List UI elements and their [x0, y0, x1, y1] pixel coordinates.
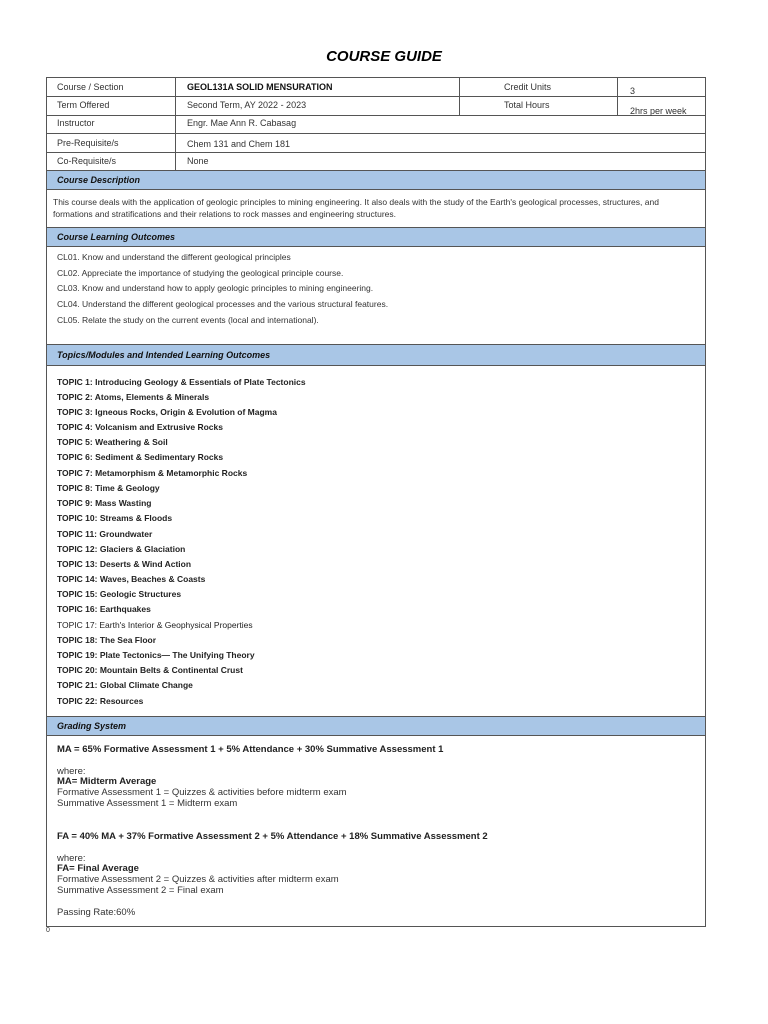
credit-units-value: 3: [630, 86, 636, 96]
course-section-value: GEOL131A SOLID MENSURATION: [187, 82, 333, 92]
corequisite-value: None: [187, 156, 209, 166]
topic-item: TOPIC 1: Introducing Geology & Essentials of Plate Tectonics: [57, 377, 306, 387]
outcome-item: CL02. Appreciate the importance of studying the geological principle course.: [57, 268, 344, 278]
grid-divider: [47, 96, 705, 97]
topic-item: TOPIC 2: Atoms, Elements & Minerals: [57, 392, 210, 402]
prerequisite-value: Chem 131 and Chem 181: [187, 139, 291, 149]
topic-item: TOPIC 13: Deserts & Wind Action: [57, 559, 192, 569]
total-hours-label: Total Hours: [504, 100, 550, 110]
course-description-line: formations and stratifications and their relations to rock masses and engineering structures.: [53, 209, 397, 219]
grid-divider: [47, 115, 705, 116]
outcome-item: CL01. Know and understand the different geological principles: [57, 252, 291, 262]
term-offered-label: Term Offered: [57, 100, 110, 110]
topic-item: TOPIC 14: Waves, Beaches & Coasts: [57, 574, 206, 584]
topics-heading: Topics/Modules and Intended Learning Outcomes: [47, 344, 705, 366]
grading-system-heading: Grading System: [47, 716, 705, 736]
topic-item: TOPIC 19: Plate Tectonics— The Unifying Theory: [57, 650, 255, 660]
midterm-average-definition: MA= Midterm Average: [57, 776, 157, 787]
topic-item: TOPIC 4: Volcanism and Extrusive Rocks: [57, 422, 223, 432]
course-guide-table: [46, 77, 706, 927]
topic-item: TOPIC 17: Earth's Interior & Geophysical Properties: [57, 620, 253, 630]
grid-divider: [459, 78, 460, 116]
grid-divider: [47, 152, 705, 153]
topic-item: TOPIC 5: Weathering & Soil: [57, 437, 168, 447]
learning-outcomes-heading: Course Learning Outcomes: [47, 227, 705, 247]
outcome-item: CL03. Know and understand how to apply geologic principles to mining engineering.: [57, 283, 374, 293]
course-description-line: This course deals with the application of geologic principles to mining engineering. It also deals with the study of the Earth's geological processes, structures, and: [53, 197, 659, 207]
corequisite-label: Co-Requisite/s: [57, 156, 117, 166]
topic-item: TOPIC 3: Igneous Rocks, Origin & Evolution of Magma: [57, 407, 277, 417]
prerequisite-label: Pre-Requisite/s: [57, 138, 119, 148]
course-section-label: Course / Section: [57, 82, 124, 92]
topic-item: TOPIC 20: Mountain Belts & Continental Crust: [57, 665, 243, 675]
summative-assessment-1-definition: Summative Assessment 1 = Midterm exam: [57, 798, 238, 809]
outcome-item: CL05. Relate the study on the current events (local and international).: [57, 315, 319, 325]
final-average-definition: FA= Final Average: [57, 863, 139, 874]
grid-divider: [617, 78, 618, 116]
summative-assessment-2-definition: Summative Assessment 2 = Final exam: [57, 885, 224, 896]
page-title: COURSE GUIDE: [326, 48, 442, 65]
passing-rate: Passing Rate:60%: [57, 907, 136, 918]
instructor-label: Instructor: [57, 118, 95, 128]
where-label: where:: [57, 853, 86, 864]
where-label: where:: [57, 766, 86, 777]
instructor-value: Engr. Mae Ann R. Cabasag: [187, 118, 297, 128]
topic-item: TOPIC 18: The Sea Floor: [57, 635, 157, 645]
grid-divider: [47, 133, 705, 134]
topic-item: TOPIC 11: Groundwater: [57, 529, 153, 539]
topic-item: TOPIC 15: Geologic Structures: [57, 589, 182, 599]
outcome-item: CL04. Understand the different geological processes and the various structural features.: [57, 299, 389, 309]
midterm-average-formula: MA = 65% Formative Assessment 1 + 5% Attendance + 30% Summative Assessment 1: [57, 744, 444, 755]
topic-item: TOPIC 22: Resources: [57, 696, 144, 706]
credit-units-label: Credit Units: [504, 82, 552, 92]
topic-item: TOPIC 21: Global Climate Change: [57, 680, 193, 690]
topic-item: TOPIC 12: Glaciers & Glaciation: [57, 544, 186, 554]
topic-item: TOPIC 9: Mass Wasting: [57, 498, 152, 508]
topic-item: TOPIC 7: Metamorphism & Metamorphic Rocks: [57, 468, 248, 478]
topic-item: TOPIC 16: Earthquakes: [57, 604, 151, 614]
topic-item: TOPIC 6: Sediment & Sedimentary Rocks: [57, 452, 224, 462]
total-hours-value: 2hrs per week: [630, 106, 687, 116]
term-offered-value: Second Term, AY 2022 - 2023: [187, 100, 307, 110]
topic-item: TOPIC 10: Streams & Floods: [57, 513, 173, 523]
grid-divider: [175, 78, 176, 170]
topic-item: TOPIC 8: Time & Geology: [57, 483, 160, 493]
course-description-heading: Course Description: [47, 170, 705, 190]
page-footer-mark: 0: [46, 927, 50, 934]
formative-assessment-1-definition: Formative Assessment 1 = Quizzes & activities before midterm exam: [57, 787, 347, 798]
final-average-formula: FA = 40% MA + 37% Formative Assessment 2 + 5% Attendance + 18% Summative Assessment 2: [57, 831, 488, 842]
formative-assessment-2-definition: Formative Assessment 2 = Quizzes & activities after midterm exam: [57, 874, 339, 885]
